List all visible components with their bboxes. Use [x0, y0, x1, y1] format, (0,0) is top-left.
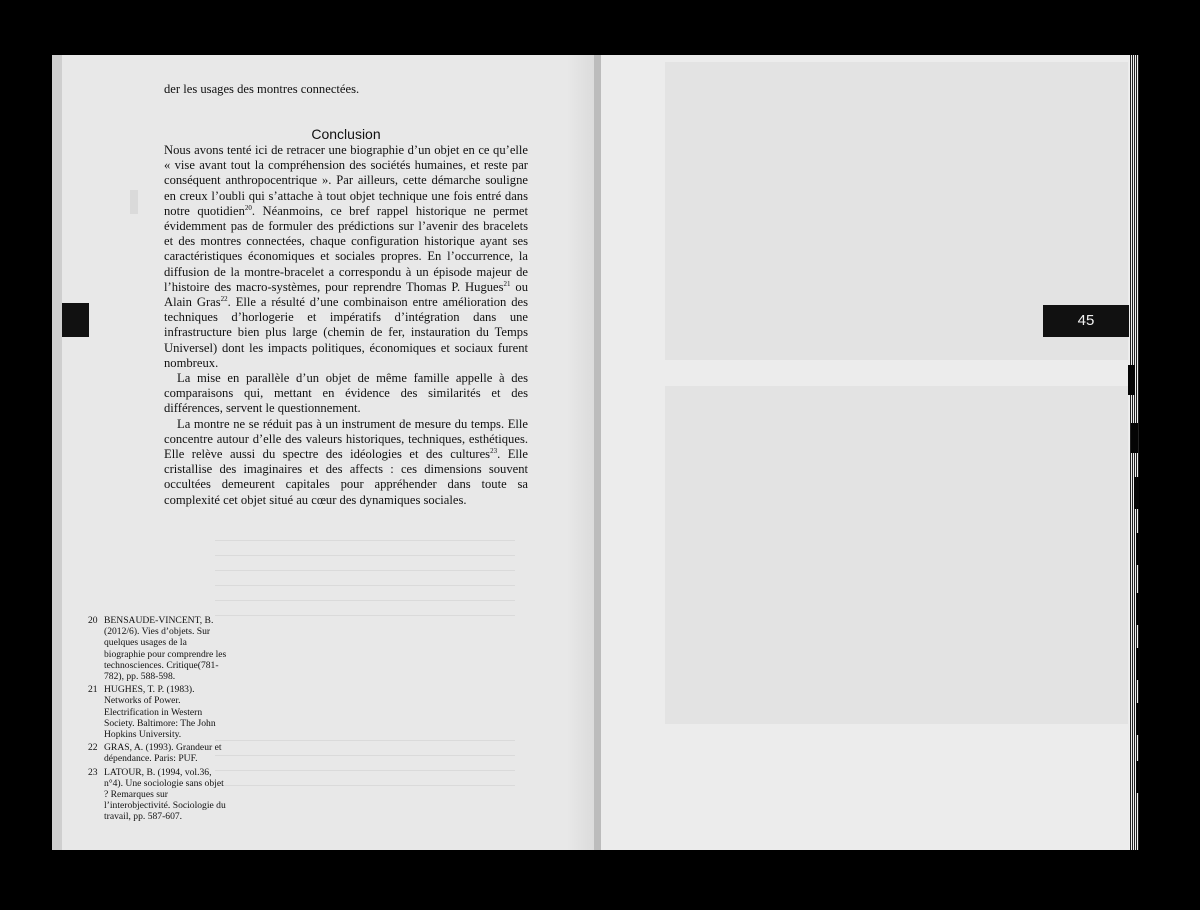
paragraph-3 [164, 417, 528, 508]
footnote-number: 22 [88, 742, 98, 754]
show-through-block [130, 190, 138, 214]
paragraph-3-part-a: La montre ne se réduit pas à un instrument de mesure du temps. Elle concentre autour d’elle des valeurs historiques, techniques, esthétiques. Elle relève aussi du spectre des idéologies et des cultures [164, 416, 528, 462]
edge-marker [1136, 648, 1140, 680]
edge-marker [1134, 477, 1139, 509]
edge-marker [1131, 423, 1138, 453]
footnote-text: BENSAUDE-VINCENT, B. (2012/6). Vies d’objets. Sur quelques usages de la biographie pour comprendre les technosciences. Critique(781-782), pp. 588-598. [104, 615, 227, 683]
footnote-20 [88, 615, 228, 682]
show-through-lines-bottom [215, 740, 515, 800]
footnote-number: 21 [88, 684, 98, 696]
section-heading: Conclusion [311, 126, 381, 142]
footnote-22 [88, 742, 228, 764]
left-chapter-tab [62, 303, 89, 337]
show-through-lines [215, 540, 515, 620]
footnote-text: HUGHES, T. P. (1983). Networks of Power. Electrification in Western Society. Baltimore: The John Hopkins University. [104, 684, 216, 741]
footnote-21 [88, 684, 228, 740]
page-edge-markers [1128, 365, 1142, 825]
footnote-text: LATOUR, B. (1994, vol.36, n°4). Une sociologie sans objet ? Remarques sur l’interobjectivité. Sociologie du travail, pp. 587-607. [104, 766, 226, 823]
edge-marker [1128, 365, 1135, 395]
paragraph-1 [164, 143, 528, 371]
right-page-shade-bottom [665, 386, 1128, 724]
paragraph-1-part-b: . Néanmoins, ce bref rappel historique ne permet évidemment pas de formuler des prédictions sur l’avenir des bracelets et des montres connectées, chaque configuration historique ayant ses caractéristiques économiques et sociales propres. En l’occurrence, la diffusion de la montre-bracelet a correspondu à un épisode majeur de l’histoire des macro-systèmes, pour reprendre Thomas P. Hugues [164, 203, 528, 294]
paragraph-2: La mise en parallèle d’un objet de même famille appelle à des comparaisons qui, mettant en évidence des similarités et des différences, servent le questionnement. [164, 371, 528, 416]
edge-marker [1136, 703, 1140, 735]
footnote-ref-22: 22 [220, 294, 228, 303]
paragraph-1-part-a: Nous avons tenté ici de retracer une biographie d’un objet en ce qu’elle « vise avant tout la compréhension des sociétés humaines, et reste par conséquent anthropocentrique ». Par ailleurs, cette démarche souligne en creux l’oubli qui s’attache à tout objet technique une fois entré dans notre quotidien [164, 143, 528, 218]
footnote-number: 23 [88, 766, 98, 778]
footnote-ref-21: 21 [503, 279, 511, 288]
footnotes [88, 615, 228, 825]
paragraph-1-part-c: ou Alain Gras [164, 279, 528, 310]
page-number-tab: 45 [1043, 305, 1129, 337]
edge-marker [1136, 593, 1140, 625]
footnote-ref-23: 23 [490, 446, 498, 455]
footnote-23 [88, 767, 228, 823]
footnote-ref-20: 20 [244, 203, 252, 212]
edge-marker [1136, 761, 1140, 793]
paragraph-3-part-b: . Elle cristallise des imaginaires et des affects : ces dimensions souvent occultées demeurent capitales pour appréhender dans toute sa complexité cet objet situé au cœur des dynamiques sociales. [164, 447, 528, 507]
edge-marker [1136, 533, 1140, 565]
footnote-text: GRAS, A. (1993). Grandeur et dépendance. Paris: PUF. [104, 742, 222, 765]
paragraph-1-part-d: . Elle a résulté d’une combinaison entre amélioration des techniques d’horlogerie et impératifs d’intégration dans une infrastructure bien plus large (chemin de fer, instauration du Temps Universel) dont les impacts politiques, économiques et sociaux furent nombreux. [164, 295, 528, 370]
conclusion-body [164, 143, 528, 508]
footnote-number: 20 [88, 615, 98, 626]
continued-line: der les usages des montres connectées. [164, 82, 360, 96]
